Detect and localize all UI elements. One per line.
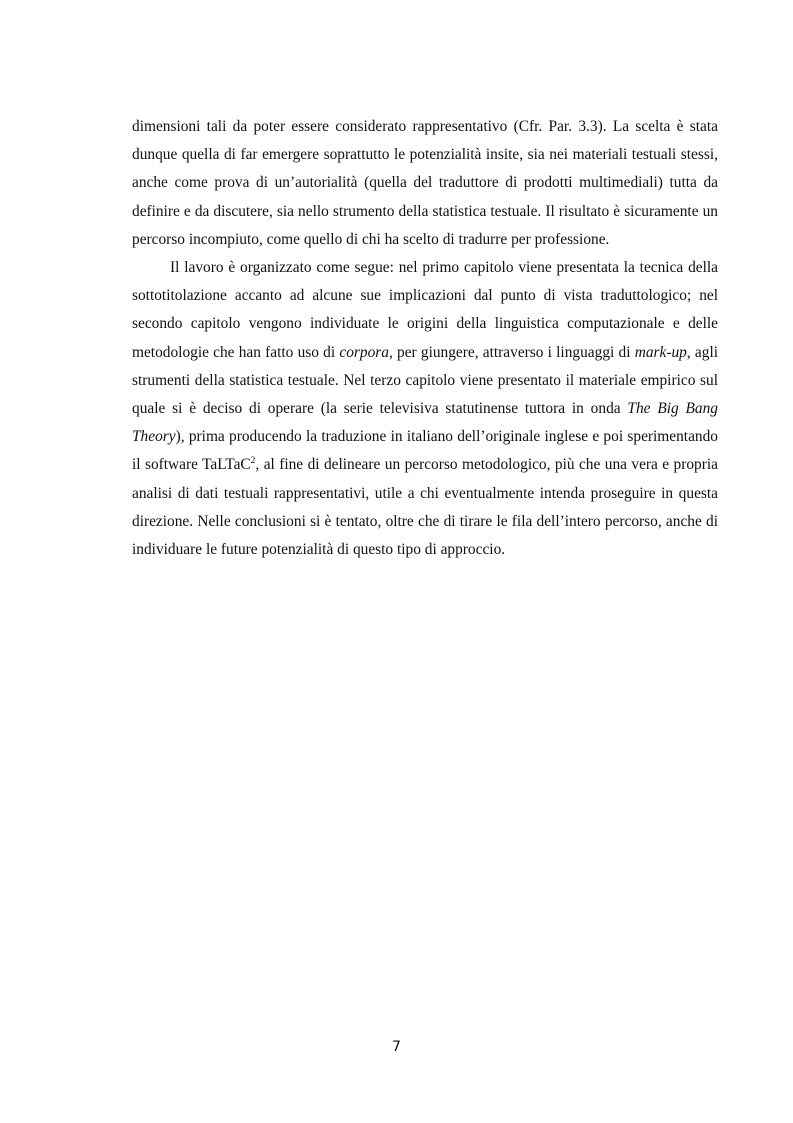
text-run: , agli strumenti della statistica testuale. Nel terzo capitolo viene presentato il materiale empirico sul quale si è deciso di operare (la serie televisiva statutinense tuttora in onda (132, 343, 718, 418)
paragraph: dimensioni tali da poter essere considerato rappresentativo (Cfr. Par. 3.3). La scelta è stata dunque quella di far emergere soprattutto le potenzialità insite, sia nei materiali testuali stessi, anche come prova di un’autorialità (quella del traduttore di prodotti multimediali) tutta da definire e da discutere, sia nello strumento della statistica testuale. Il risultato è sicuramente un percorso incompiuto, come quello di chi ha scelto di tradurre per professione. (132, 118, 718, 248)
paragraph (132, 254, 718, 564)
text-run: Il lavoro è organizzato come segue: nel primo capitolo viene presentata la tecnica della sottotitolazione accanto ad alcune sue implicazioni dal punto di vista traduttologico; nel secondo capitolo vengono individuate le origini della linguistica computazionale e delle metodologie che han fatto uso di (132, 259, 718, 361)
italic-term-corpora: corpora (339, 343, 389, 361)
page-number: 7 (392, 1039, 401, 1055)
text-run: , per giungere, attraverso i linguaggi di (388, 343, 635, 361)
text-run: ), prima producendo la traduzione in italiano dell’originale inglese e poi sperimentando il software TaLTaC (132, 428, 718, 474)
italic-series-title: The Big Bang Theory (132, 400, 718, 446)
text-run: , al fine di delineare un percorso metodologico, più che una vera e propria analisi di dati testuali rappresentativi, utile a chi eventualmente intenda proseguire in questa direzione. Nelle conclusioni si è tentato, oltre che di tirare le fila dell’intero percorso, anche di individuare le future potenzialità di questo tipo di approccio. (132, 456, 718, 559)
italic-term-markup: mark-up (634, 343, 687, 361)
body-text (132, 113, 718, 564)
superscript: 2 (250, 456, 256, 467)
